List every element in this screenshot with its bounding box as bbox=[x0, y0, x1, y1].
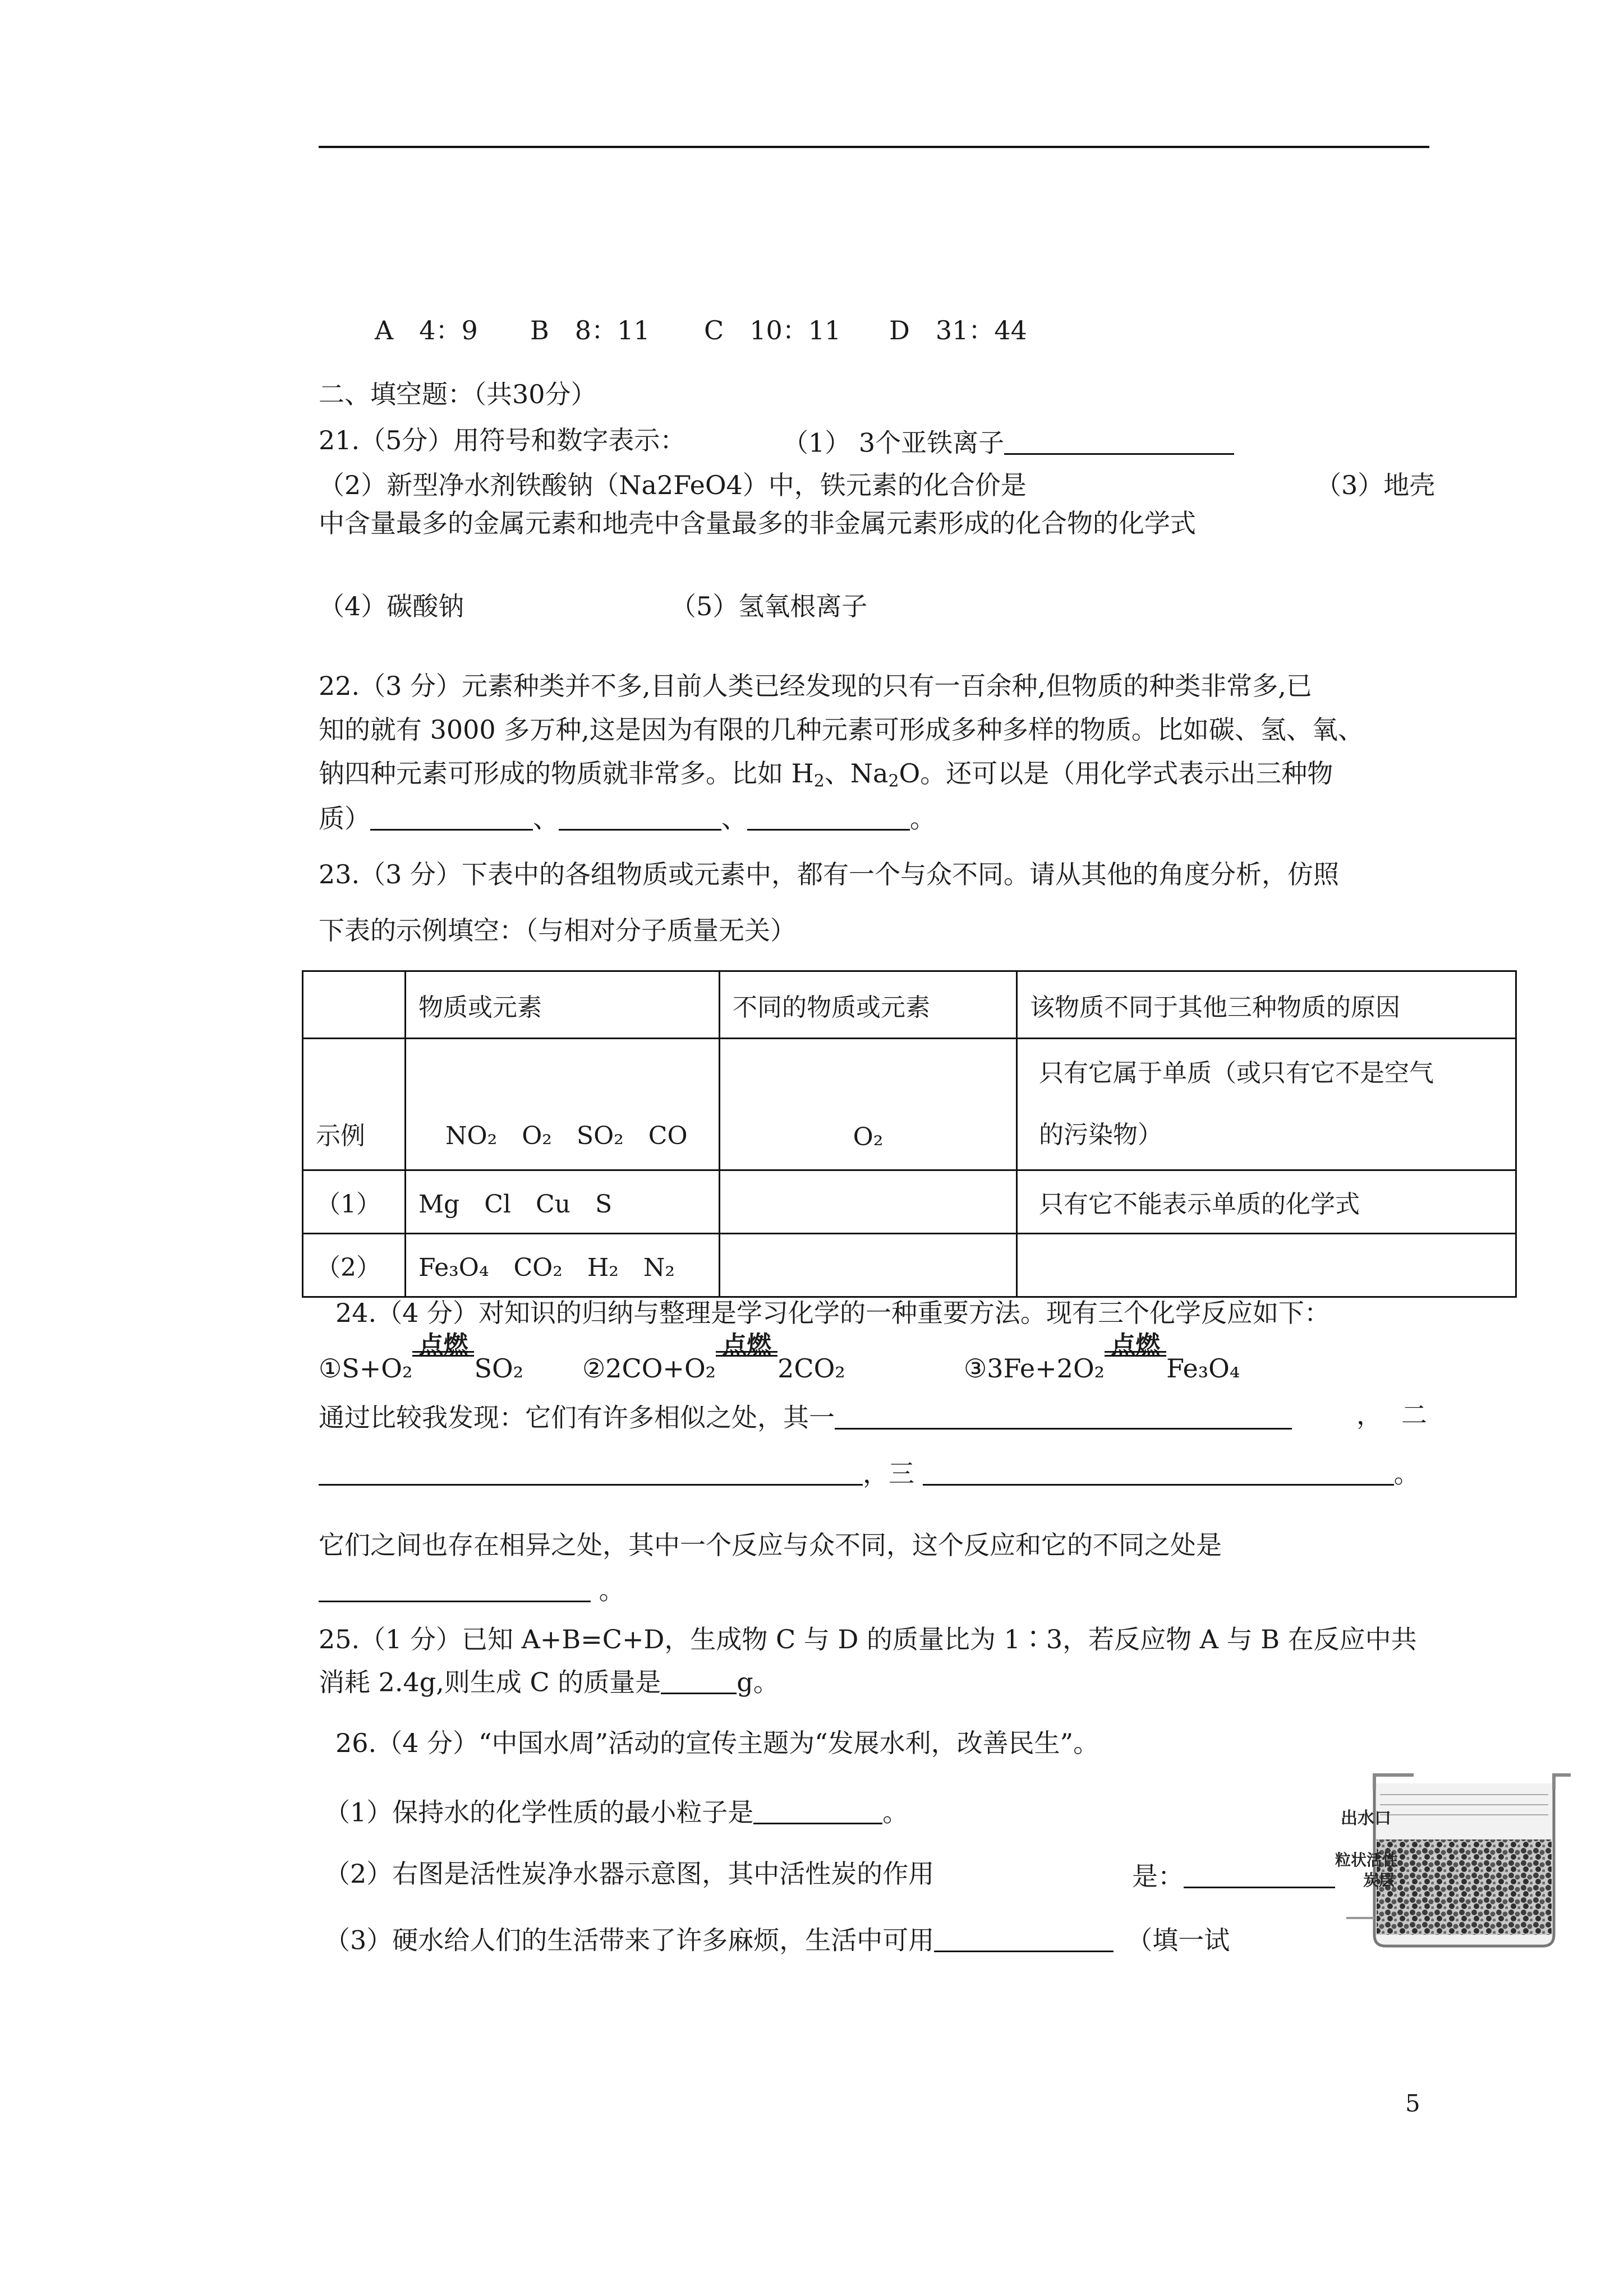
answer-blank[interactable] bbox=[661, 1667, 737, 1694]
answer-blank[interactable] bbox=[1004, 427, 1234, 455]
q22-line4: 质） 、 、 。 bbox=[319, 803, 936, 834]
table-cell: Fe₃O₄ CO₂ H₂ N₂ bbox=[406, 1234, 720, 1297]
table-row bbox=[303, 1039, 1516, 1170]
reaction-3: ③3Fe+2O₂ 点燃 Fe₃O₄ bbox=[964, 1331, 1240, 1384]
reaction-arrow: 点燃 bbox=[1105, 1352, 1166, 1377]
answer-cell[interactable] bbox=[720, 1170, 1017, 1234]
answer-cell[interactable] bbox=[1017, 1234, 1516, 1297]
q25-line2: 消耗 2.4g,则生成 C 的质量是 g。 bbox=[319, 1667, 779, 1698]
q26-part3: （3）硬水给人们的生活带来了许多麻烦，生活中可用 （填一试 bbox=[324, 1925, 1230, 1956]
q21-part1: （1） 3个亚铁离子 bbox=[783, 427, 1234, 455]
q22-line2: 知的就有 3000 多万种,这是因为有限的几种元素可形成多种多样的物质。比如碳、氢、氧、 bbox=[319, 714, 1364, 745]
option-a: A 4：9 bbox=[375, 315, 478, 345]
table-header: 该物质不同于其他三种物质的原因 bbox=[1017, 971, 1516, 1039]
table-header: 物质或元素 bbox=[406, 971, 720, 1039]
answer-blank[interactable] bbox=[835, 1402, 1292, 1430]
table-row bbox=[303, 1170, 1516, 1234]
q26-part2: （2）右图是活性炭净水器示意图，其中活性炭的作用 bbox=[324, 1859, 935, 1889]
table-cell: Mg Cl Cu S bbox=[406, 1170, 720, 1234]
reaction-2: ②2CO+O₂ 点燃 2CO₂ bbox=[582, 1331, 845, 1384]
table-header: 不同的物质或元素 bbox=[720, 971, 1017, 1039]
q24-comma: ， bbox=[1356, 1400, 1382, 1430]
q24-diff-answer: 。 bbox=[319, 1575, 625, 1603]
answer-blank[interactable] bbox=[1184, 1861, 1335, 1888]
option-d: D 31：44 bbox=[889, 315, 1027, 345]
table-row-label: （1） bbox=[303, 1170, 406, 1234]
table-row-label: 示例 bbox=[303, 1039, 406, 1170]
carbon-label: 炭层 bbox=[1363, 1871, 1395, 1889]
carbon-layer bbox=[1377, 1839, 1552, 1935]
answer-blank[interactable] bbox=[923, 1458, 1394, 1486]
q24-diff: 它们之间也存在相异之处，其中一个反应与众不同，这个反应和它的不同之处是 bbox=[319, 1530, 1222, 1560]
answer-blank[interactable] bbox=[753, 1797, 882, 1824]
outlet-label: 出水口 bbox=[1341, 1809, 1391, 1828]
reaction-arrow: 点燃 bbox=[716, 1352, 778, 1377]
q23-line2: 下表的示例填空：（与相对分子质量无关） bbox=[319, 915, 796, 946]
answer-blank[interactable] bbox=[747, 803, 910, 831]
reaction-arrow: 点燃 bbox=[412, 1352, 474, 1377]
answer-blank[interactable] bbox=[370, 803, 533, 831]
reaction-1: ①S+O₂ 点燃 SO₂ bbox=[319, 1331, 524, 1384]
q21-part4: （4）碳酸钠 bbox=[319, 591, 464, 621]
q26-part1: （1）保持水的化学性质的最小粒子是 。 bbox=[324, 1797, 909, 1828]
q22-line3: 钠四种元素可形成的物质就非常多。比如 $H_2$、$Na_2O$。还可以是（用化学式表示出三种物 bbox=[319, 758, 1333, 791]
q21-part2: （2）新型净水剂铁酸钠（Na2FeO4）中，铁元素的化合价是 bbox=[319, 470, 1027, 500]
comparison-table bbox=[302, 970, 1517, 1298]
q21-part3-start: （3）地壳 bbox=[1315, 470, 1436, 500]
q24-compare: 通过比较我发现：它们有许多相似之处，其一 bbox=[319, 1402, 1292, 1430]
answer-blank[interactable] bbox=[934, 1925, 1114, 1952]
answer-cell[interactable] bbox=[720, 1234, 1017, 1297]
answer-blank[interactable] bbox=[559, 803, 721, 831]
table-row bbox=[303, 1234, 1516, 1297]
q25-line1: 25.（1 分）已知 A+B=C+D，生成物 C 与 D 的质量比为 1∶3，若反应物 A 与 B 在反应中共 bbox=[319, 1624, 1417, 1654]
carbon-label: 粒状活性 bbox=[1335, 1851, 1398, 1869]
page-number: 5 bbox=[1405, 2090, 1420, 2117]
table-cell: 只有它属于单质（或只有它不是空气 的污染物） bbox=[1017, 1039, 1516, 1170]
q21-head: 21.（5分）用符号和数字表示： bbox=[319, 425, 686, 455]
table-header-row bbox=[303, 971, 1516, 1039]
table-row-label: （2） bbox=[303, 1234, 406, 1297]
table-cell: O₂ bbox=[720, 1039, 1017, 1170]
q21-part5: （5）氢氧根离子 bbox=[670, 591, 868, 621]
answer-blank[interactable] bbox=[319, 1575, 591, 1602]
table-cell: 只有它不能表示单质的化学式 bbox=[1017, 1170, 1516, 1234]
answer-blank[interactable] bbox=[319, 1458, 863, 1486]
table-cell: NO₂ O₂ SO₂ CO bbox=[406, 1039, 720, 1170]
water-purifier-diagram bbox=[1335, 1761, 1571, 1968]
q22-line1: 22.（3 分）元素种类并不多,目前人类已经发现的只有一百余种,但物质的种类非常多,已 bbox=[319, 671, 1312, 701]
q23-line1: 23.（3 分）下表中的各组物质或元素中，都有一个与众不同。请从其他的角度分析，仿照 bbox=[319, 859, 1340, 889]
option-b: B 8：11 bbox=[530, 315, 650, 345]
header-rule bbox=[319, 146, 1429, 148]
q24-two: 二 bbox=[1401, 1400, 1427, 1430]
option-c: C 10：11 bbox=[704, 315, 841, 345]
q24-line1: 24.（4 分）对知识的归纳与整理是学习化学的一种重要方法。现有三个化学反应如下： bbox=[335, 1298, 1331, 1328]
q24-answer-line: ，三 。 bbox=[319, 1458, 1420, 1486]
q26-part2-answer: 是： bbox=[1132, 1861, 1335, 1889]
q21-part3-text: 中含量最多的金属元素和地壳中含量最多的非金属元素形成的化合物的化学式 bbox=[319, 508, 1196, 538]
section-title: 二、填空题：（共30分） bbox=[319, 379, 597, 409]
table-cell bbox=[303, 971, 406, 1039]
q26-line1: 26.（4 分）“中国水周”活动的宣传主题为“发展水利，改善民生”。 bbox=[335, 1728, 1099, 1758]
